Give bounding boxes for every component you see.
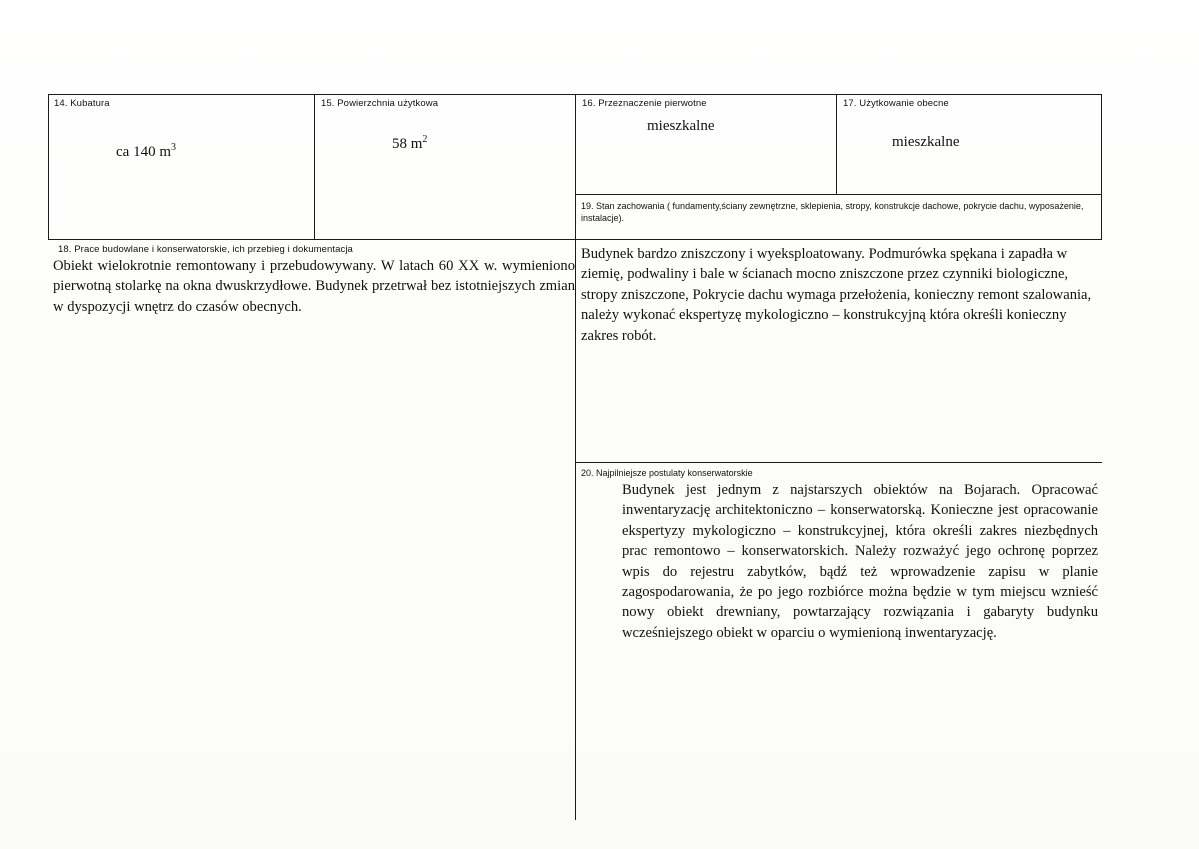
field-16-przeznaczenie: [576, 94, 836, 194]
field-19-label-band: [576, 195, 1102, 240]
field-17-uzytkowanie: [837, 94, 1102, 194]
field-18-label: 18. Prace budowlane i konserwatorskie, ich przebieg i dokumentacja: [58, 244, 353, 255]
field-20-postulaty: [576, 463, 1102, 820]
form-table: [48, 94, 1102, 820]
field-15-powierzchnia: [315, 94, 575, 248]
field-15-value-exponent: 2: [422, 134, 428, 145]
field-16-value: mieszkalne: [647, 118, 715, 134]
field-17-label: 17. Użytkowanie obecne: [843, 98, 949, 109]
field-19-value: Budynek bardzo zniszczony i wyeksploatowany. Podmurówka spękana i zapadła w ziemię, podwaliny i bale w ścianach mocno zniszczone przez czynniki biologiczne, stropy zniszczone, Pokrycie dachu wymaga przełożenia, konieczny remont szalowania, należy wykonać ekspertyzę mykologiczno – konstrukcyjną która określi konieczny zakres robót.: [581, 246, 1092, 344]
field-14-value-text: ca 140 m: [116, 144, 171, 160]
field-19-label: 19. Stan zachowania ( fundamenty,ściany zewnętrzne, sklepienia, stropy, konstrukcje dachowe, pokrycie dachu, wyposażenie, instalacje).: [581, 201, 1084, 223]
field-20-value: Budynek jest jednym z najstarszych obiektów na Bojarach. Opracować inwentaryzację architektoniczno – konserwatorską. Konieczne jest opracowanie ekspertyzy mykologiczno – konstrukcyjnej, która określi zakres niezbędnych prac remontowo – konserwatorskich. Należy rozważyć jego ochronę poprzez wpis do rejestru zabytków, bądź też wprowadzenie zapisu w planie zagospodarowania, że po jego rozbiórce można będzie w tym miejscu wznieść nowy obiekt drewniany, powtarzający rozwiązania i gabaryty budynku wcześniejszego obiekt w oparciu o wymienioną inwentaryzację.: [622, 482, 1098, 641]
field-16-label: 16. Przeznaczenie pierwotne: [582, 98, 707, 109]
field-19-stan-zachowania: [576, 240, 1102, 462]
field-20-label: 20. Najpilniejsze postulaty konserwatorskie: [581, 468, 753, 478]
field-17-value: mieszkalne: [892, 134, 960, 150]
field-15-label: 15. Powierzchnia użytkowa: [321, 98, 439, 109]
field-14-value: [116, 142, 176, 161]
field-14-kubatura: [48, 94, 314, 248]
field-15-value-text: 58 m: [392, 136, 423, 152]
field-15-value: [392, 134, 427, 153]
field-14-value-exponent: 3: [170, 142, 176, 153]
field-20-value-wrap: [622, 480, 1098, 643]
field-18-value: Obiekt wielokrotnie remontowany i przebudowywany. W latach 60 XX w. wymieniono pierwotną stolarkę na okna dwuskrzydłowe. Budynek przetrwał bez istotniejszych zmian w dyspozycji wnętrz do czasów obecnych.: [53, 258, 575, 315]
field-18-prace-budowlane: [48, 240, 575, 820]
field-14-label: 14. Kubatura: [54, 98, 110, 109]
